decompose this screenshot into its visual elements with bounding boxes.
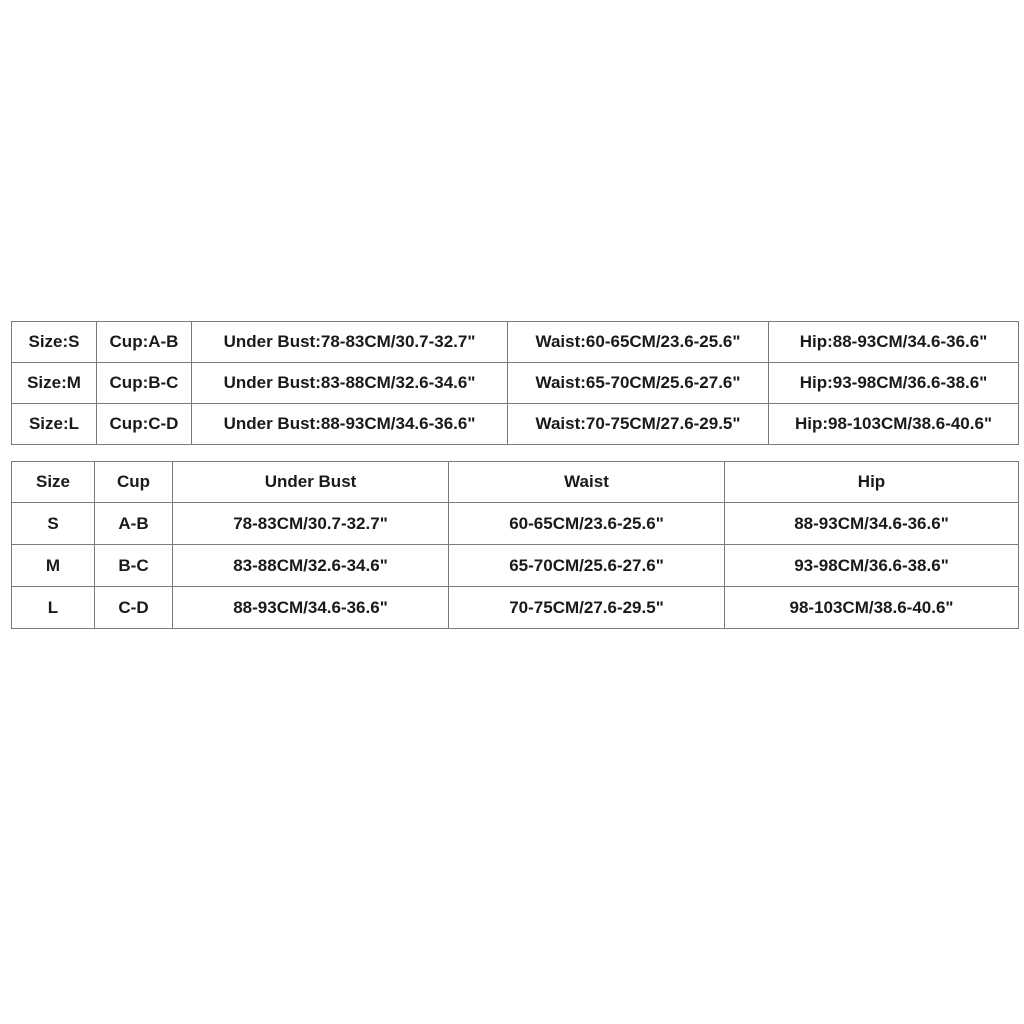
size-chart-table (11, 461, 1019, 629)
cup-cell: A-B (95, 503, 173, 545)
waist-cell: 65-70CM/25.6-27.6" (449, 545, 725, 587)
hip-cell: 98-103CM/38.6-40.6" (725, 587, 1019, 629)
size-chart-inline-table (11, 321, 1019, 445)
size-cell: Size:M (12, 363, 97, 404)
under-bust-cell: 78-83CM/30.7-32.7" (173, 503, 449, 545)
under-bust-cell: Under Bust:88-93CM/34.6-36.6" (192, 404, 508, 445)
size-cell: L (12, 587, 95, 629)
table-row (12, 503, 1019, 545)
waist-cell: Waist:70-75CM/27.6-29.5" (508, 404, 769, 445)
table-row (12, 322, 1019, 363)
under-bust-cell: 83-88CM/32.6-34.6" (173, 545, 449, 587)
size-cell: Size:L (12, 404, 97, 445)
waist-cell: Waist:60-65CM/23.6-25.6" (508, 322, 769, 363)
cup-cell: C-D (95, 587, 173, 629)
column-header-under-bust: Under Bust (173, 462, 449, 503)
hip-cell: Hip:98-103CM/38.6-40.6" (769, 404, 1019, 445)
hip-cell: Hip:88-93CM/34.6-36.6" (769, 322, 1019, 363)
size-cell: M (12, 545, 95, 587)
table-row (12, 587, 1019, 629)
under-bust-cell: Under Bust:83-88CM/32.6-34.6" (192, 363, 508, 404)
table-row (12, 545, 1019, 587)
cup-cell: Cup:C-D (97, 404, 192, 445)
table-row (12, 404, 1019, 445)
column-header-cup: Cup (95, 462, 173, 503)
table-row (12, 363, 1019, 404)
table-header-row (12, 462, 1019, 503)
under-bust-cell: 88-93CM/34.6-36.6" (173, 587, 449, 629)
waist-cell: 60-65CM/23.6-25.6" (449, 503, 725, 545)
column-header-waist: Waist (449, 462, 725, 503)
column-header-size: Size (12, 462, 95, 503)
size-cell: S (12, 503, 95, 545)
column-header-hip: Hip (725, 462, 1019, 503)
hip-cell: 88-93CM/34.6-36.6" (725, 503, 1019, 545)
cup-cell: Cup:B-C (97, 363, 192, 404)
hip-cell: 93-98CM/36.6-38.6" (725, 545, 1019, 587)
waist-cell: Waist:65-70CM/25.6-27.6" (508, 363, 769, 404)
hip-cell: Hip:93-98CM/36.6-38.6" (769, 363, 1019, 404)
cup-cell: B-C (95, 545, 173, 587)
under-bust-cell: Under Bust:78-83CM/30.7-32.7" (192, 322, 508, 363)
size-cell: Size:S (12, 322, 97, 363)
waist-cell: 70-75CM/27.6-29.5" (449, 587, 725, 629)
cup-cell: Cup:A-B (97, 322, 192, 363)
